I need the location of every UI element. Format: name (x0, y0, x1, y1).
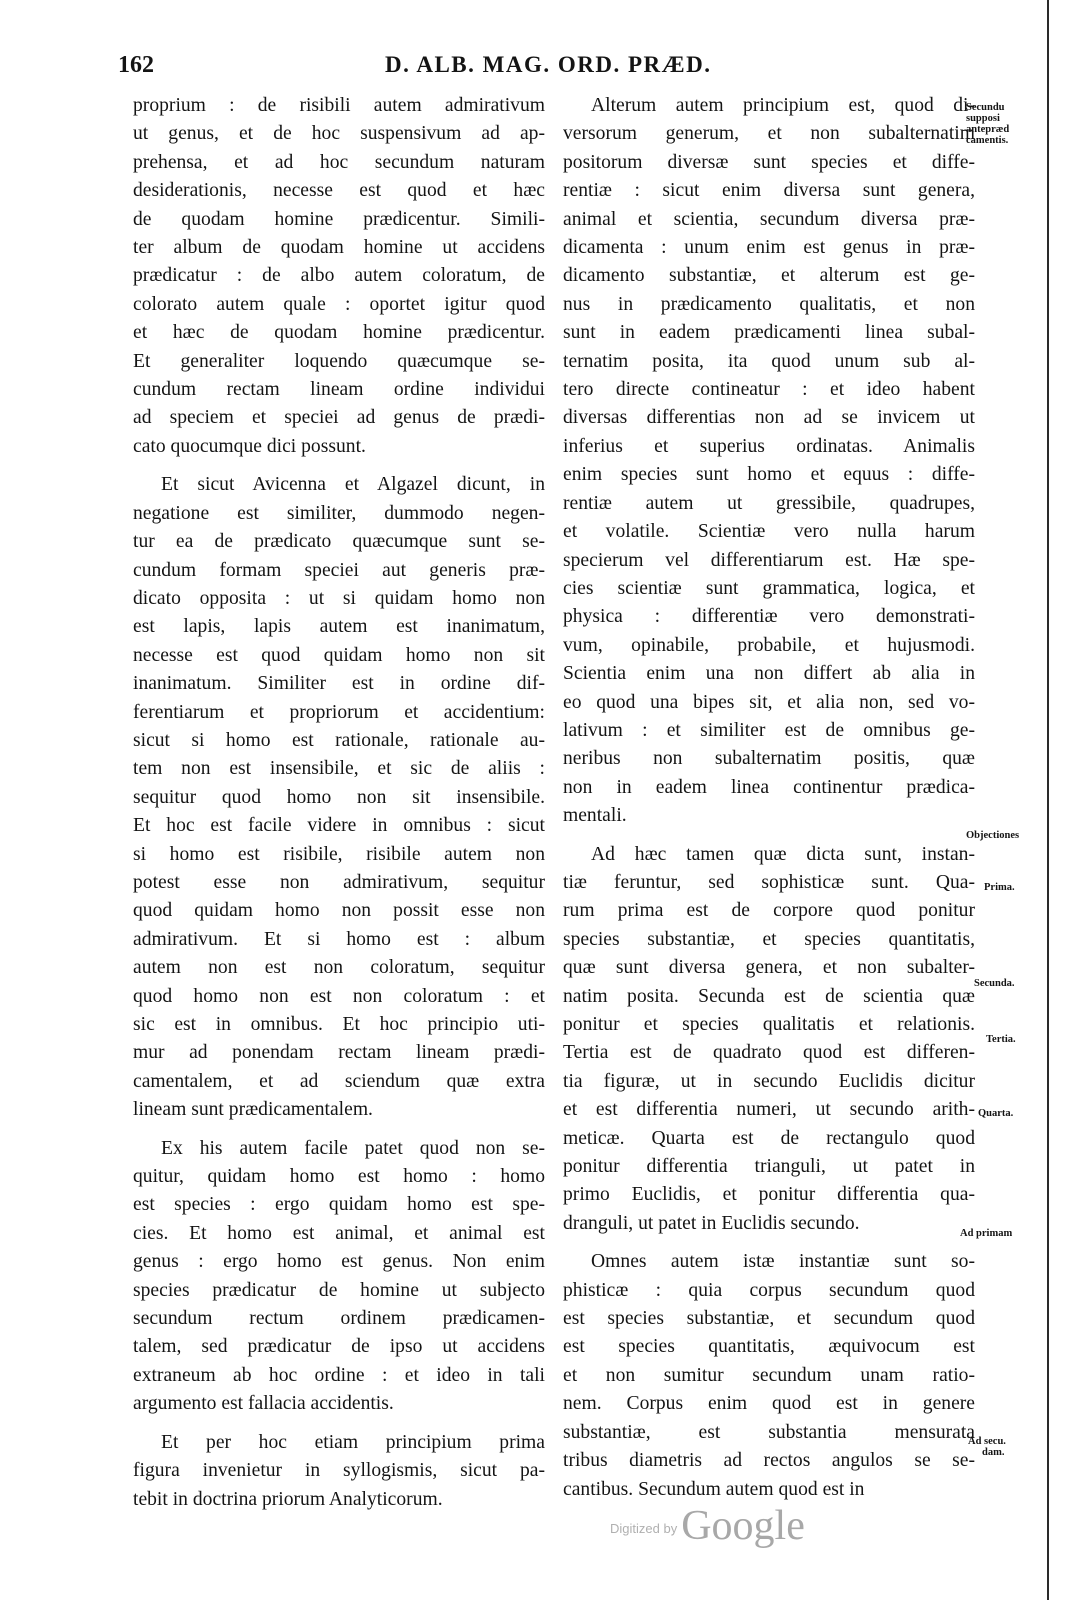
text-line: Et hoc est facile videre in omnibus : sicut (133, 815, 545, 837)
text-line: est species quantitatis, æquivocum est (563, 1336, 975, 1358)
text-line: cato quocumque dici possunt. (133, 435, 366, 457)
margin-note-line: Secundu (966, 102, 1005, 113)
text-line: cies. Et homo est animal, et animal est (133, 1222, 545, 1244)
text-line: sicut si homo est rationale, rationale au- (133, 729, 545, 751)
text-line: nus in prædicamento qualitatis, et non (563, 293, 975, 315)
margin-note-secunda: Secunda. (974, 978, 1015, 989)
text-line: quod homo non est non coloratum : et (133, 985, 545, 1007)
text-line: necesse est quod quidam homo non sit (133, 644, 545, 666)
text-line: et est differentia numeri, ut secundo arith- (563, 1099, 975, 1121)
text-line: colorato autem quale : oportet igitur quod (133, 293, 545, 315)
text-line: quod quidam homo non possit esse non (133, 900, 545, 922)
text-line: prædicatur : de albo autem coloratum, de (133, 265, 545, 287)
text-line: cundum formam speciei aut generis præ- (133, 559, 545, 581)
text-line: et volatile. Scientiæ vero nulla harum (563, 521, 975, 543)
paragraph (133, 1135, 545, 1419)
text-line: ferentiarum et propriorum et accidentium: (133, 701, 545, 723)
text-line: prehensa, et ad hoc secundum naturam (133, 151, 545, 173)
margin-note-objectiones: Objectiones (966, 830, 1020, 841)
text-line: lineam sunt prædicamentalem. (133, 1099, 373, 1121)
text-line: lativum : et similiter est de omnibus ge- (563, 719, 975, 741)
text-line: est lapis, lapis autem est inanimatum, (133, 616, 545, 638)
text-line: quitur, quidam homo est homo : homo (133, 1166, 545, 1188)
text-line: ter album de quodam homine ut accidens (133, 237, 545, 259)
text-line: tem non est insensibile, et sic de aliis : (133, 758, 545, 780)
text-line: animal et scientia, secundum diversa præ- (563, 208, 975, 230)
text-line: potest esse non admirativum, sequitur (133, 871, 545, 893)
text-line: si homo est risibile, risibile autem non (133, 843, 545, 865)
text-line: talem, sed prædicatur de ipso ut accidens (133, 1336, 545, 1358)
text-line: inferius et superius ordinatas. Animalis (563, 435, 975, 457)
text-line: non in eadem linea continentur prædica- (563, 776, 975, 798)
left-column (133, 92, 545, 1524)
text-line: Ex his autem facile patet quod non se- (161, 1137, 545, 1159)
text-line: ad speciem et speciei ad genus de prædi- (133, 407, 545, 429)
digitized-watermark (610, 1502, 805, 1550)
margin-note-line: antepræd (966, 124, 1010, 135)
text-line: Alterum autem principium est, quod di- (591, 95, 975, 116)
margin-note-secundum (966, 102, 1009, 146)
text-line: mur ad ponendam rectam lineam prædi- (133, 1042, 545, 1064)
text-line: rum prima est de corpore quod ponitur (563, 900, 975, 922)
paragraph (563, 92, 975, 831)
text-line: eo quod una bipes sit, et alia non, sed vo- (563, 691, 975, 713)
text-line: versorum generum, et non subalternatim (563, 123, 975, 145)
text-line: species prædicatur de homine ut subjecto (133, 1279, 545, 1301)
text-line: tebit in doctrina priorum Analyticorum. (133, 1488, 443, 1510)
text-line: sunt in eadem prædicamenti linea subal- (563, 322, 975, 344)
text-line: dicamento substantiæ, et alterum est ge- (563, 265, 975, 287)
paragraph (133, 471, 545, 1124)
text-line: primo Euclidis, et ponitur differentia qua- (563, 1184, 975, 1206)
margin-note-quarta: Quarta. (978, 1108, 1014, 1119)
text-line: natim posita. Secunda est de scientia quæ (563, 985, 975, 1007)
text-line: dicato opposita : ut si quidam homo non (133, 587, 545, 609)
right-column (563, 92, 975, 1514)
text-line: cantibus. Secundum autem quod est in (563, 1478, 865, 1500)
text-line: secundum rectum ordinem prædicamen- (133, 1308, 545, 1330)
text-line: autem non est non coloratum, sequitur (133, 957, 545, 979)
margin-note-line: camentis. (966, 135, 1009, 146)
text-line: mentali. (563, 805, 627, 827)
paragraph (563, 841, 975, 1239)
text-line: diversas differentias non ad se invicem ut (563, 407, 975, 429)
running-head: D. ALB. MAG. ORD. PRÆD. (385, 52, 712, 77)
digitized-by-text: Digitized by (610, 1521, 678, 1536)
text-line: ternatim posita, ita quod unum sub al- (563, 350, 975, 372)
text-line: argumento est fallacia accidentis. (133, 1393, 394, 1415)
text-line: inanimatum. Similiter est in ordine dif- (133, 673, 545, 695)
text-line: tur ea de prædicato quæcumque sunt se- (133, 531, 545, 553)
text-line: cundum rectam lineam ordine individui (133, 379, 545, 401)
text-line: dicamenta : unum enim est genus in præ- (563, 237, 975, 259)
text-line: tero directe contineatur : et ideo habent (563, 379, 975, 401)
text-line: Et sicut Avicenna et Algazel dicunt, in (161, 474, 545, 496)
text-line: desiderationis, necesse est quod et hæc (133, 180, 545, 202)
text-line: neribus non subalternatim positis, quæ (563, 748, 975, 770)
text-line: rentiæ : sicut enim diversa sunt genera, (563, 180, 975, 202)
text-line: et hæc de quodam homine prædicentur. (133, 322, 545, 344)
text-line: cies scientiæ sunt grammatica, logica, et (563, 577, 975, 599)
margin-note-ad-secundam (968, 1436, 1006, 1458)
text-line: physica : differentiæ vero demonstrati- (563, 606, 975, 628)
text-line: de quodam homine prædicentur. Simili- (133, 208, 545, 230)
text-line: Scientia enim una non differt ab alia in (563, 663, 975, 685)
text-line: est species substantiæ, et secundum quod (563, 1308, 975, 1330)
paragraph (133, 92, 545, 461)
margin-note-tertia: Tertia. (986, 1034, 1016, 1045)
text-line: admirativum. Et si homo est : album (133, 928, 545, 950)
page-number: 162 (118, 52, 154, 78)
text-line: ut genus, et de hoc suspensivum ad ap- (133, 123, 545, 145)
text-line: est species : ergo quidam homo est spe- (133, 1194, 545, 1216)
text-line: substantiæ, est substantia mensurata (563, 1421, 975, 1443)
text-line: Tertia est de quadrato quod est differen- (563, 1042, 975, 1064)
margin-note-prima: Prima. (984, 882, 1015, 893)
margin-note-line: Ad secu. (968, 1436, 1006, 1447)
margin-note-line: dam. (982, 1447, 1005, 1458)
text-line: Et per hoc etiam principium prima (161, 1431, 545, 1453)
text-line: meticæ. Quarta est de rectangulo quod (563, 1127, 975, 1149)
text-line: ponitur differentia trianguli, ut patet in (563, 1156, 975, 1178)
text-line: et non sumitur secundum unam ratio- (563, 1364, 975, 1386)
text-line: sequitur quod homo non sit insensibile. (133, 786, 545, 808)
text-line: rentiæ autem ut gressibile, quadrupes, (563, 492, 975, 514)
text-line: nem. Corpus enim quod est in genere (563, 1393, 975, 1415)
text-line: Ad hæc tamen quæ dicta sunt, instan- (591, 843, 975, 865)
text-line: dranguli, ut patet in Euclidis secundo. (563, 1212, 860, 1234)
text-line: enim species sunt homo et equus : diffe- (563, 464, 975, 486)
text-line: sic est in omnibus. Et hoc principio uti- (133, 1014, 545, 1035)
text-line: extraneum ab hoc ordine : et ideo in tali (133, 1364, 545, 1386)
text-line: species substantiæ, et species quantitatis, (563, 928, 975, 950)
text-line: tribus diametris ad rectos angulos se se- (563, 1450, 975, 1472)
margin-note-line: supposi (966, 113, 1000, 124)
text-line: positorum diversæ sunt species et diffe- (563, 151, 975, 173)
text-line: ponitur et species qualitatis et relationis. (563, 1014, 975, 1035)
text-line: Et generaliter loquendo quæcumque se- (133, 350, 545, 372)
page-edge-rule (1047, 0, 1049, 1600)
paragraph (563, 1248, 975, 1504)
text-line: Omnes autem istæ instantiæ sunt so- (591, 1251, 975, 1273)
text-line: genus : ergo homo est genus. Non enim (133, 1251, 545, 1273)
text-line: specierum vel differentiarum est. Hæ spe- (563, 549, 975, 571)
paragraph (133, 1429, 545, 1514)
text-line: phisticæ : quia corpus secundum quod (563, 1279, 975, 1301)
text-line: figura invenietur in syllogismis, sicut pa- (133, 1460, 545, 1482)
text-line: proprium : de risibili autem admirativum (133, 95, 545, 116)
text-line: vum, opinabile, probabile, et hujusmodi. (563, 634, 975, 656)
text-line: negatione est similiter, dummodo negen- (133, 502, 545, 524)
text-line: quæ sunt diversa genera, et non subalter- (563, 957, 975, 979)
text-line: camentalem, et ad sciendum quæ extra (133, 1070, 545, 1092)
text-line: tiæ feruntur, sed sophisticæ sunt. Qua- (563, 871, 975, 893)
google-logo: Google (681, 1503, 805, 1549)
text-line: tia figuræ, ut in secundo Euclidis dicitur (563, 1070, 975, 1092)
margin-note-ad-primam: Ad primam (960, 1228, 1013, 1239)
